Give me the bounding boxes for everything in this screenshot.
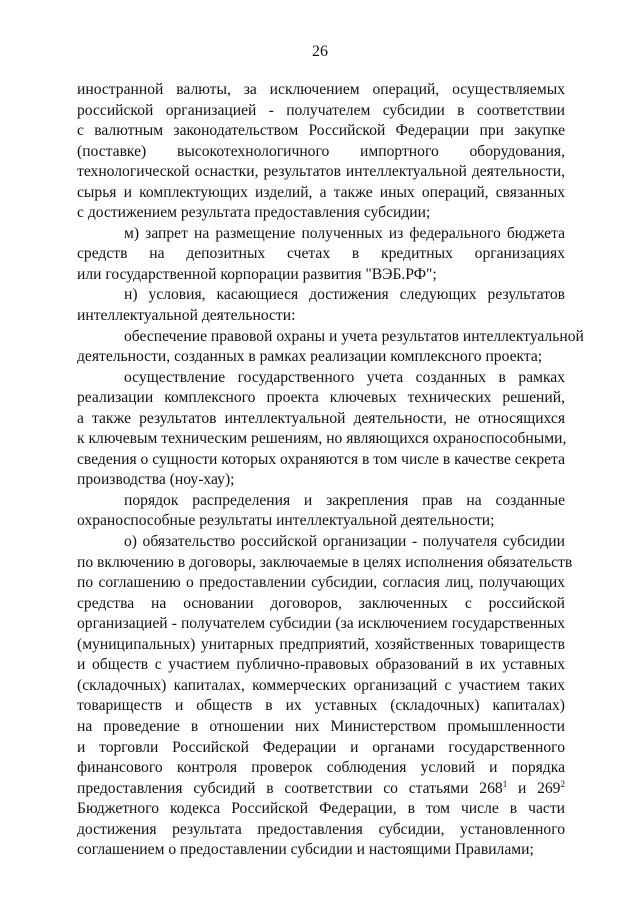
text-line: с достижением результата предоставления субсидии;	[77, 204, 431, 222]
text-line: соглашением о предоставлении субсидии и настоящими Правилами;	[77, 841, 534, 859]
text-line: осуществление государственного учета созданных в рамках	[124, 368, 565, 386]
text-line: финансового контроля проверок соблюдения условий и порядка	[77, 759, 565, 777]
text-line-with-superscripts	[77, 779, 565, 800]
text-line: (складочных) капиталах, коммерческих организаций с участием таких	[77, 676, 565, 694]
text-line: и обществ с участием публично-правовых образований в их уставных	[77, 656, 565, 674]
text-line: (муниципальных) унитарных предприятий, хозяйственных товариществ	[77, 635, 565, 653]
text-line: сырья и комплектующих изделий, а также иных операций, связанных	[77, 183, 565, 201]
text-line: реализации комплексного проекта ключевых технических решений,	[77, 389, 565, 407]
text-line: н) условия, касающиеся достижения следующих результатов	[124, 286, 565, 304]
superscript: 1	[502, 778, 508, 789]
text-line: м) запрет на размещение полученных из федерального бюджета	[124, 224, 565, 242]
text-line: технологической оснастки, результатов интеллектуальной деятельности,	[77, 163, 565, 181]
text-line: (поставке) высокотехнологичного импортного оборудования,	[77, 142, 565, 160]
text-line: производства (ноу-хау);	[77, 471, 235, 489]
document-body	[77, 80, 584, 861]
text-line: на проведение в отношении них Министерством промышленности	[77, 717, 565, 735]
text-line: средства на основании договоров, заключенных с российской	[77, 594, 565, 612]
text-line: организацией - получателем субсидии (за исключением государственных	[77, 615, 565, 633]
text-line: по включению в договоры, заключаемые в целях исполнения обязательств	[77, 553, 573, 571]
page-number: 26	[312, 43, 328, 60]
text-line: достижения результата предоставления субсидии, установленного	[77, 820, 565, 838]
text-line: с валютным законодательством Российской Федерации при закупке	[77, 122, 565, 140]
text-line: а также результатов интеллектуальной деятельности, не относящихся	[77, 409, 565, 427]
text-line: средств на депозитных счетах в кредитных организациях	[77, 245, 565, 263]
text-line: и торговли Российской Федерации и органами государственного	[77, 738, 565, 756]
text-line: иностранной валюты, за исключением операций, осуществляемых	[77, 81, 565, 98]
text-line: порядок распределения и закрепления прав на созданные	[124, 491, 565, 509]
text-fragment: и 269	[507, 779, 561, 797]
text-line: интеллектуальной деятельности:	[77, 307, 296, 325]
text-line: деятельности, созданных в рамках реализации комплексного проекта;	[77, 348, 543, 366]
text-fragment: предоставления субсидий в соответствии со статьями 268	[77, 779, 503, 797]
text-line: российской организацией - получателем субсидии в соответствии	[77, 101, 565, 119]
text-line: товариществ и обществ в их уставных (складочных) капиталах)	[77, 697, 565, 715]
text-line: или государственной корпорации развития "ВЭБ.РФ";	[77, 265, 437, 283]
text-line: охраноспособные результаты интеллектуальной деятельности;	[77, 512, 495, 530]
text-line: Бюджетного кодекса Российской Федерации, в том числе в части	[77, 800, 565, 818]
text-line: по соглашению о предоставлении субсидии, согласия лиц, получающих	[77, 574, 565, 592]
text-line: о) обязательство российской организации - получателя субсидии	[124, 533, 565, 551]
superscript: 2	[560, 778, 565, 789]
text-line: сведения о сущности которых охраняются в том числе в качестве секрета	[77, 450, 565, 468]
text-line: к ключевым техническим решениям, но являющихся охраноспособными,	[77, 430, 567, 448]
text-line: обеспечение правовой охраны и учета результатов интеллектуальной	[124, 327, 584, 345]
